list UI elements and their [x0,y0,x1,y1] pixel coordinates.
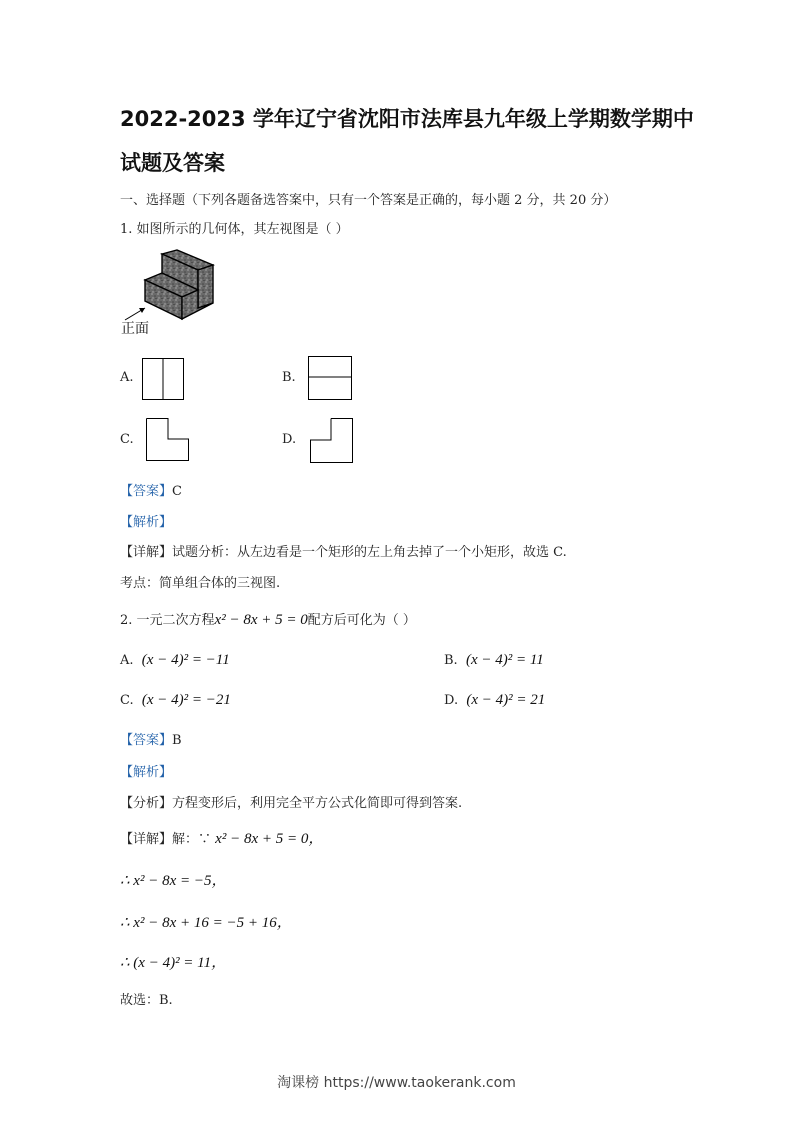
detail-prefix: 解：∵ [172,832,212,847]
q2-analysis-tag: 【解析】 [120,765,173,780]
page-title: 2022-2023 学年辽宁省沈阳市法库县九年级上学期数学期中 [120,107,694,131]
answer-tag: 【答案】 [120,484,173,499]
detail-tag: 【详解】 [120,545,173,560]
q1-option-c-figure [146,418,189,461]
q1-option-c-label: C. [120,432,134,447]
section-header: 一、选择题（下列各题备选答案中，只有一个答案是正确的，每小题 2 分，共 20 分） [120,193,617,208]
fenxi-text: 方程变形后，利用完全平方公式化简即可得到答案. [172,796,463,811]
question-2-stem [120,609,416,629]
q1-option-d-figure [310,418,353,463]
detail-equation: x² − 8x + 5 = 0， [215,831,324,847]
q2-step-2: ∴ x² − 8x + 16 = −5 + 16， [120,915,292,931]
q1-option-a-figure [142,358,184,400]
option-label: A. [120,653,134,668]
option-expression: (x − 4)² = −21 [141,692,231,708]
question-1-stem: 1. 如图所示的几何体，其左视图是（ ） [120,222,349,237]
q2-stem-prefix: 2. 一元二次方程 [120,613,215,628]
option-expression: (x − 4)² = 11 [465,652,544,668]
option-label: C. [120,693,134,708]
answer-value: B [172,733,182,748]
q1-analysis-tag: 【解析】 [120,515,173,530]
q2-conclusion: 故选：B. [120,993,173,1008]
q1-option-b-label: B. [282,370,296,385]
detail-tag: 【详解】 [120,832,173,847]
answer-tag: 【答案】 [120,733,173,748]
q2-option-b [444,652,544,669]
q2-step-1: ∴ x² − 8x = −5， [120,873,227,889]
q2-option-c [120,692,231,709]
q2-answer [120,729,182,748]
q2-option-d [444,692,545,709]
detail-text: 试题分析：从左边看是一个矩形的左上角去掉了一个小矩形，故选 C. [172,545,567,560]
q2-fenxi [120,792,462,811]
q2-detail [120,827,323,848]
footer-watermark: 淘课榜 https://www.taokerank.com [277,1075,516,1091]
option-label: B. [444,653,458,668]
option-label: D. [444,693,459,708]
q2-step-3: ∴ (x − 4)² = 11， [120,955,227,971]
answer-value: C [172,484,182,499]
q1-note: 考点：简单组合体的三视图. [120,576,281,591]
q2-stem-suffix: 配方后可化为（ ） [307,613,416,628]
q2-option-a [120,652,230,669]
fenxi-tag: 【分析】 [120,796,173,811]
option-expression: (x − 4)² = −11 [141,652,230,668]
q1-option-d-label: D. [282,432,297,447]
option-expression: (x − 4)² = 21 [466,692,546,708]
q1-figure-label: 正面 [121,321,149,337]
page-title-continued: 试题及答案 [120,151,225,175]
q1-option-b-figure [308,356,352,400]
q1-option-a-label: A. [120,370,134,385]
q2-stem-equation: x² − 8x + 5 = 0 [214,612,308,628]
q1-answer [120,480,182,499]
q1-detail [120,541,567,560]
